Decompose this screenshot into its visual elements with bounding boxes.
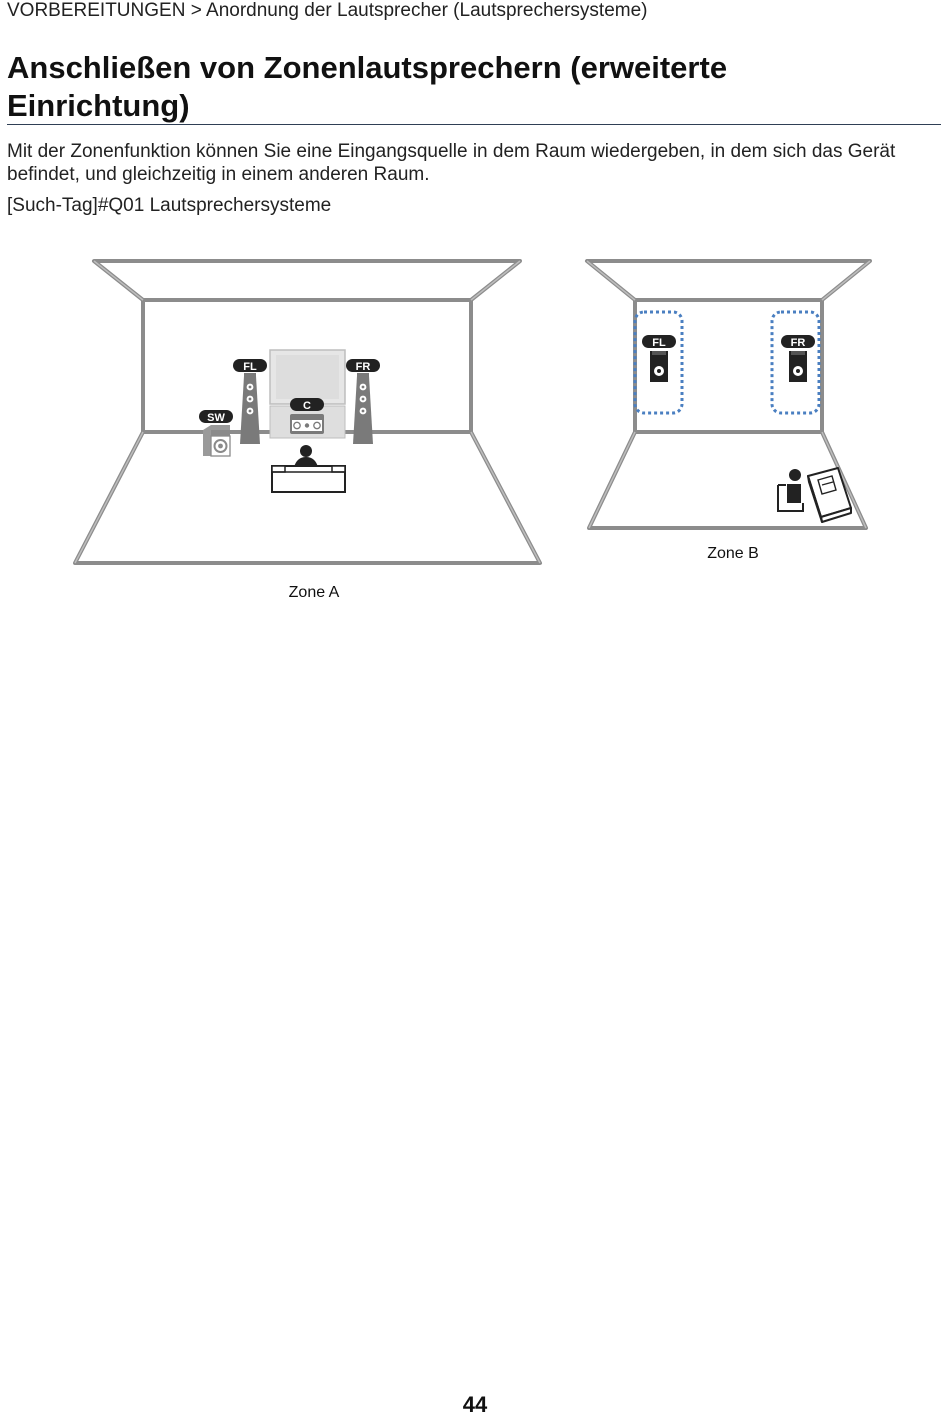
zone-speaker-diagram [0, 240, 950, 620]
breadcrumb: VORBEREITUNGEN > Anordnung der Lautsprecher (Lautsprechersysteme) [7, 0, 648, 21]
page-title: Anschließen von Zonenlautsprechern (erweiterte Einrichtung) [7, 50, 728, 123]
title-divider [7, 124, 941, 125]
speaker-label-fr: FR [355, 361, 371, 373]
zone-a-room [75, 261, 540, 563]
zone-b-speaker-label-fr: FR [790, 337, 806, 349]
intro-paragraph: Mit der Zonenfunktion können Sie eine Eingangsquelle in dem Raum wiedergeben, in dem sich das Gerät befindet, und gleichzeitig in einem anderen Raum. [7, 141, 896, 185]
speaker-label-fl: FL [243, 361, 257, 373]
zone-b-room [587, 261, 870, 528]
fl-tower-speaker-icon [240, 373, 260, 444]
subwoofer-icon [203, 425, 230, 456]
listener-on-chair-icon [778, 469, 803, 511]
zone-a-label: Zone A [288, 584, 340, 601]
zone-b-speaker-label-fl: FL [652, 337, 666, 349]
zone-b-fl-speaker-icon [650, 351, 668, 382]
zone-b-fr-speaker-icon [789, 351, 807, 382]
listener-on-sofa-icon [272, 445, 345, 492]
speaker-label-sw: SW [207, 412, 225, 424]
fr-tower-speaker-icon [353, 373, 373, 444]
zone-b-label: Zone B [707, 545, 759, 562]
page-number: 44 [462, 1392, 488, 1417]
search-tag: [Such-Tag]#Q01 Lautsprechersysteme [7, 195, 332, 216]
center-speaker-icon [290, 414, 324, 434]
speaker-label-c: C [303, 400, 311, 412]
receiver-unit-icon [808, 468, 851, 522]
